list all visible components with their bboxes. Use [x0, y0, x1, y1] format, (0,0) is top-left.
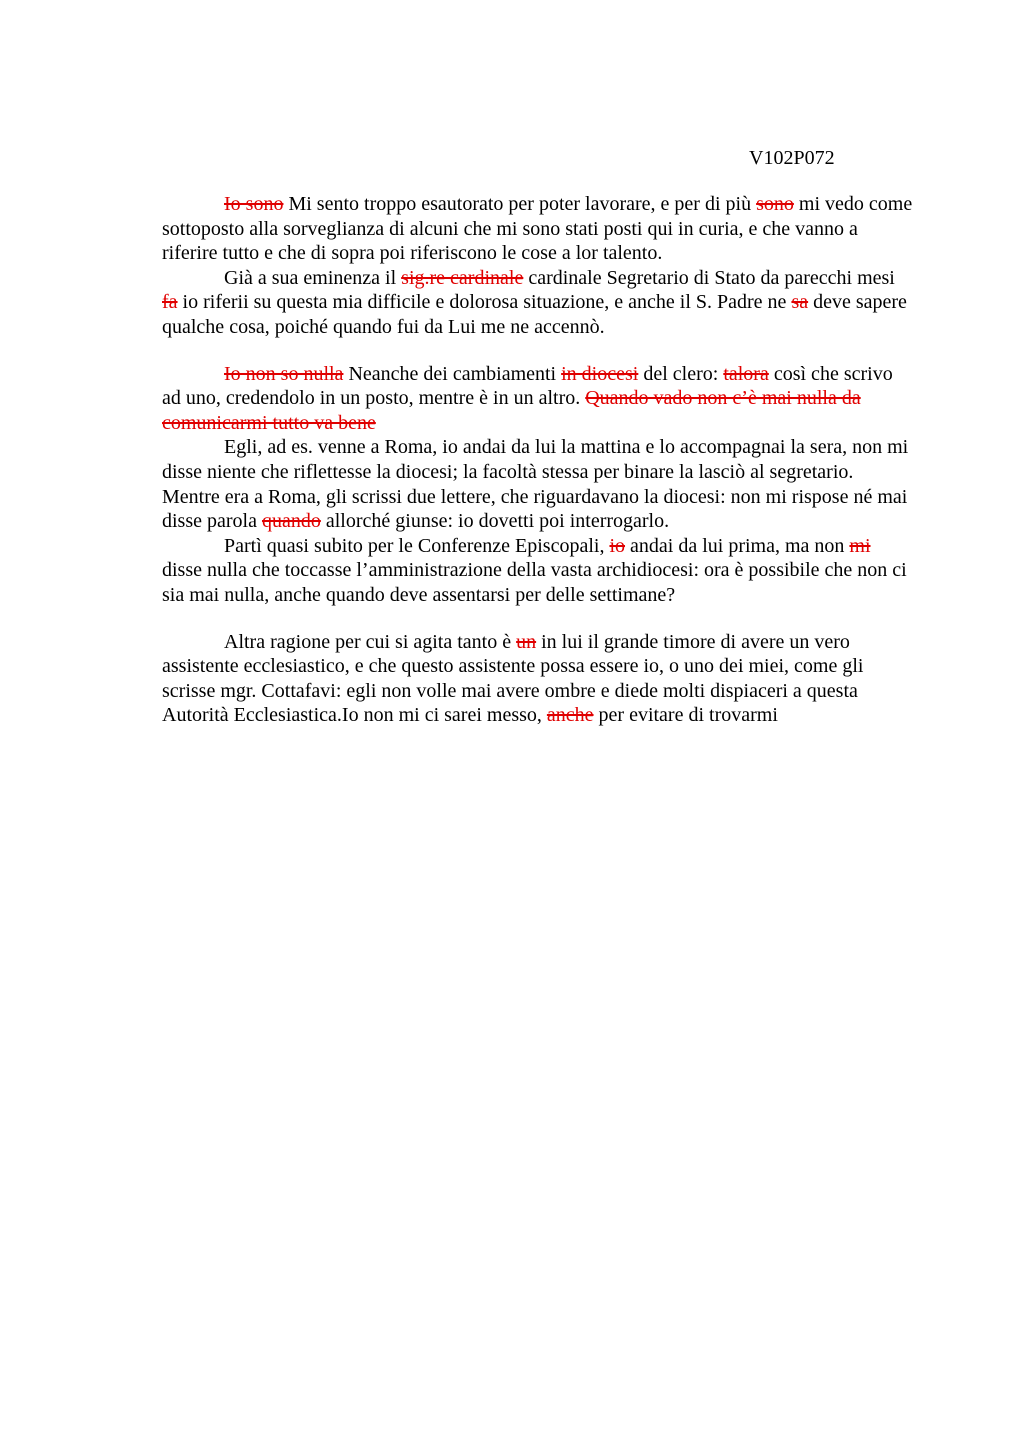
text-run: Altra ragione per cui si agita tanto è [224, 630, 517, 653]
paragraph [162, 362, 914, 436]
text-run: Partì quasi subito per le Conferenze Episcopali, [224, 534, 610, 557]
deleted-text-run: Io sono [224, 193, 284, 215]
deleted-text-run: un [516, 630, 537, 653]
text-run: Egli, ad es. venne a Roma, io andai da lui la mattina e lo accompagnai la sera, non mi disse niente che riflettesse la diocesi; la facoltà stessa per binare la lasciò al segretario. Mentre era a Roma, gli scrissi due lettere, che riguardavano la diocesi: non mi rispose né mai disse parola [162, 436, 909, 533]
text-run: Già a sua eminenza il [224, 266, 402, 289]
deleted-text-run: io [609, 534, 626, 557]
document-code: V102P072 [749, 147, 835, 169]
text-run: del clero: [638, 362, 724, 385]
deleted-text-run: talora [723, 362, 769, 385]
paragraph [162, 266, 914, 340]
paragraph [162, 192, 914, 266]
text-run: cardinale Segretario di Stato da parecchi mesi [523, 266, 895, 289]
text-run: disse nulla che toccasse l’amministrazione della vasta archidiocesi: ora è possibile che non ci sia mai nulla, anche quando deve assentarsi per delle settimane? [162, 559, 907, 606]
text-run: in lui il grande timore di avere un vero assistente ecclesiastico, e che questo assistente possa essere io, o uno dei miei, come gli scrisse mgr. Cottafavi: egli non volle mai avere ombre e diede molti dispiaceri a questa Autorità Ecclesiastica.Io non mi ci sarei messo, [162, 630, 864, 727]
text-run: deve sapere qualche cosa, poiché quando fui da Lui me ne accennò. [162, 291, 907, 338]
deleted-text-run: sa [791, 291, 809, 314]
deleted-text-run: quando [261, 510, 321, 533]
deleted-text-run: Quando vado non c’è mai nulla da comunicarmi tutto va bene [162, 387, 861, 434]
deleted-text-run: fa [162, 291, 178, 314]
text-run: Mi sento troppo esautorato per poter lavorare, e per di più [283, 193, 757, 215]
text-run: per evitare di trovarmi [593, 704, 778, 727]
paragraph [162, 435, 914, 533]
text-run: io riferii su questa mia difficile e dolorosa situazione, e anche il S. Padre ne [177, 291, 792, 314]
deleted-text-run: Io non so nulla [224, 362, 344, 385]
text-run: allorché giunse: io dovetti poi interrogarlo. [320, 510, 670, 533]
paragraph [162, 534, 914, 608]
text-run: andai da lui prima, ma non [625, 534, 850, 557]
deleted-text-run: sono [756, 193, 794, 215]
paragraph [162, 630, 914, 728]
document-body [162, 192, 914, 728]
text-run: Neanche dei cambiamenti [343, 362, 562, 385]
deleted-text-run: mi [849, 534, 871, 557]
deleted-text-run: sig.re cardinale [401, 266, 524, 289]
text-run: così che scrivo ad uno, credendolo in un posto, mentre è in un altro. [162, 362, 893, 410]
deleted-text-run: anche [546, 704, 594, 727]
deleted-text-run: in diocesi [561, 362, 639, 385]
text-run: mi vedo come sottoposto alla sorveglianza di alcuni che mi sono stati posti qui in curia, e che vanno a riferire tutto e che di sopra poi riferiscono le cose a lor talento. [162, 193, 913, 265]
